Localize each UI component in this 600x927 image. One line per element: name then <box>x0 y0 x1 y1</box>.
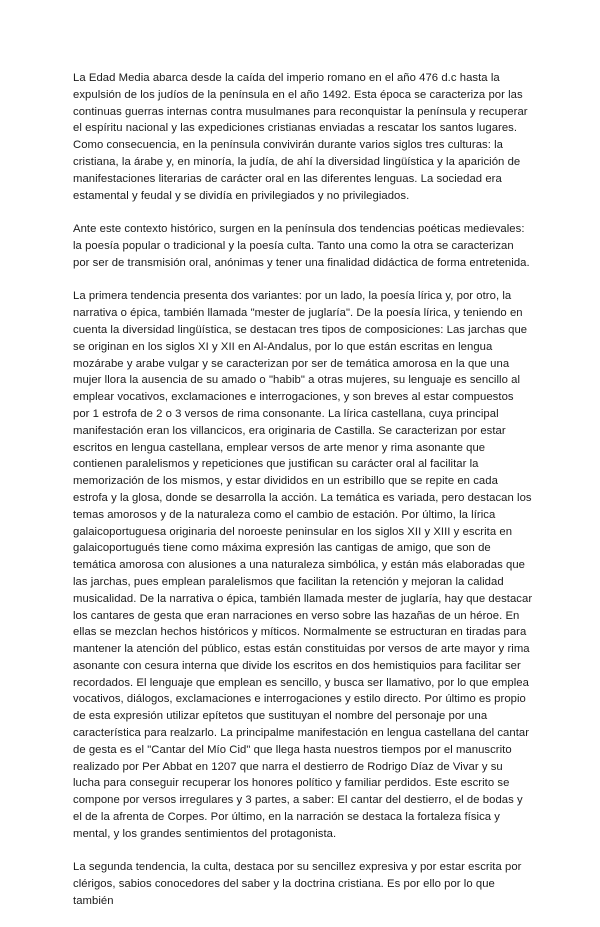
paragraph-primera-tendencia: La primera tendencia presenta dos variantes: por un lado, la poesía lírica y, por otro, la narrativa o épica, también llamada "mester de juglaría". De la poesía lírica, y teniendo en cuenta la diversidad lingüística, se destacan tres tipos de composiciones: Las jarchas que se originan en los siglos XI y XII en Al-Andalus, por lo que están escritas en lengua mozárabe y arabe vulgar y se caracterizan por ser de temática amorosa en la que una mujer llora la ausencia de su amado o "habib" a otras mujeres, su lenguaje es sencillo al emplear vocativos, exclamaciones e interrogaciones, y son breves al estar compuestos por 1 estrofa de 2 o 3 versos de rima consonante. La lírica castellana, cuya principal manifestación eran los villancicos, era originaria de Castilla. Se caracterizan por estar escritos en lengua castellana, emplear versos de arte menor y rima asonante que contienen paralelismos y repeticiones que justifican su carácter oral al facilitar la memorización de los mismos, y estar divididos en un estribillo que se repite en cada estrofa y la glosa, donde se desarrolla la acción. La temática es variada, pero destacan los temas amorosos y de la naturaleza como el cambio de estación. Por último, la lírica galaicoportuguesa originaria del noroeste peninsular en los siglos XII y XIII y escrita en galaicoportugués tiene como máxima expresión las cantigas de amigo, que son de temática amorosa con alusiones a una naturaleza simbólica, y están más elaboradas que las jarchas, pues emplean paralelismos que facilitan la retención y mejoran la calidad musicalidad. De la narrativa o épica, también llamada mester de juglaría, hay que destacar los cantares de gesta que eran narraciones en verso sobre las hazañas de un héroe. En ellas se mezclan hechos históricos y míticos. Normalmente se estructuran en tiradas para mantener la atención del público, estas están constituidas por versos de arte mayor y rima asonante con cesura interna que divide los escritos en dos hemistiquios para facilitar ser recordados. El lenguaje que emplean es sencillo, y busca ser llamativo, por lo que emplea vocativos, diálogos, exclamaciones e interrogaciones y estilo directo. Por último es propio de esta expresión utilizar epítetos que sustituyan el nombre del personaje por una característica para realzarlo. La principalme manifestación en lengua castellana del cantar de gesta es el "Cantar del Mío Cid" que llega hasta nuestros tiempos por el manuscrito realizado por Per Abbat en 1207 que narra el destierro de Rodrigo Díaz de Vivar y su lucha para conseguir recuperar los honores político y familiar perdidos. Este escrito se compone por versos irregulares y 3 partes, a saber: El cantar del destierro, el de bodas y el de la afrenta de Corpes. Por último, en la narración se destaca la fortaleza física y mental, y los grandes sentimientos del protagonista. <box>73 290 533 840</box>
paragraph-edad-media: La Edad Media abarca desde la caída del imperio romano en el año 476 d.c hasta la expulsión de los judíos de la península en el año 1492. Esta época se caracteriza por las continuas guerras internas contra musulmanes para reconquistar la península y recuperar el espíritu nacional y las expediciones cristianas enviadas a rescatar los santos lugares. Como consecuencia, en la península convivirán durante varios siglos tres culturas: la cristiana, la árabe y, en minoría, la judía, de ahí la diversidad lingüística y la aparición de manifestaciones literarias de carácter oral en las diferentes lenguas. La sociedad era estamental y feudal y se dividía en privilegiados y no privilegiados. <box>73 72 528 202</box>
document-body <box>73 70 533 927</box>
paragraph-segunda-tendencia: La segunda tendencia, la culta, destaca por su sencillez expresiva y por estar escrita por clérigos, sabios conocedores del saber y la doctrina cristiana. Es por ello por lo que también <box>73 861 522 908</box>
paragraph-contexto: Ante este contexto histórico, surgen en la península dos tendencias poéticas medievales: la poesía popular o tradicional y la poesía culta. Tanto una como la otra se caracterizan por ser de transmisión oral, anónimas y tener una finalidad didáctica de forma entretenida. <box>73 223 530 269</box>
